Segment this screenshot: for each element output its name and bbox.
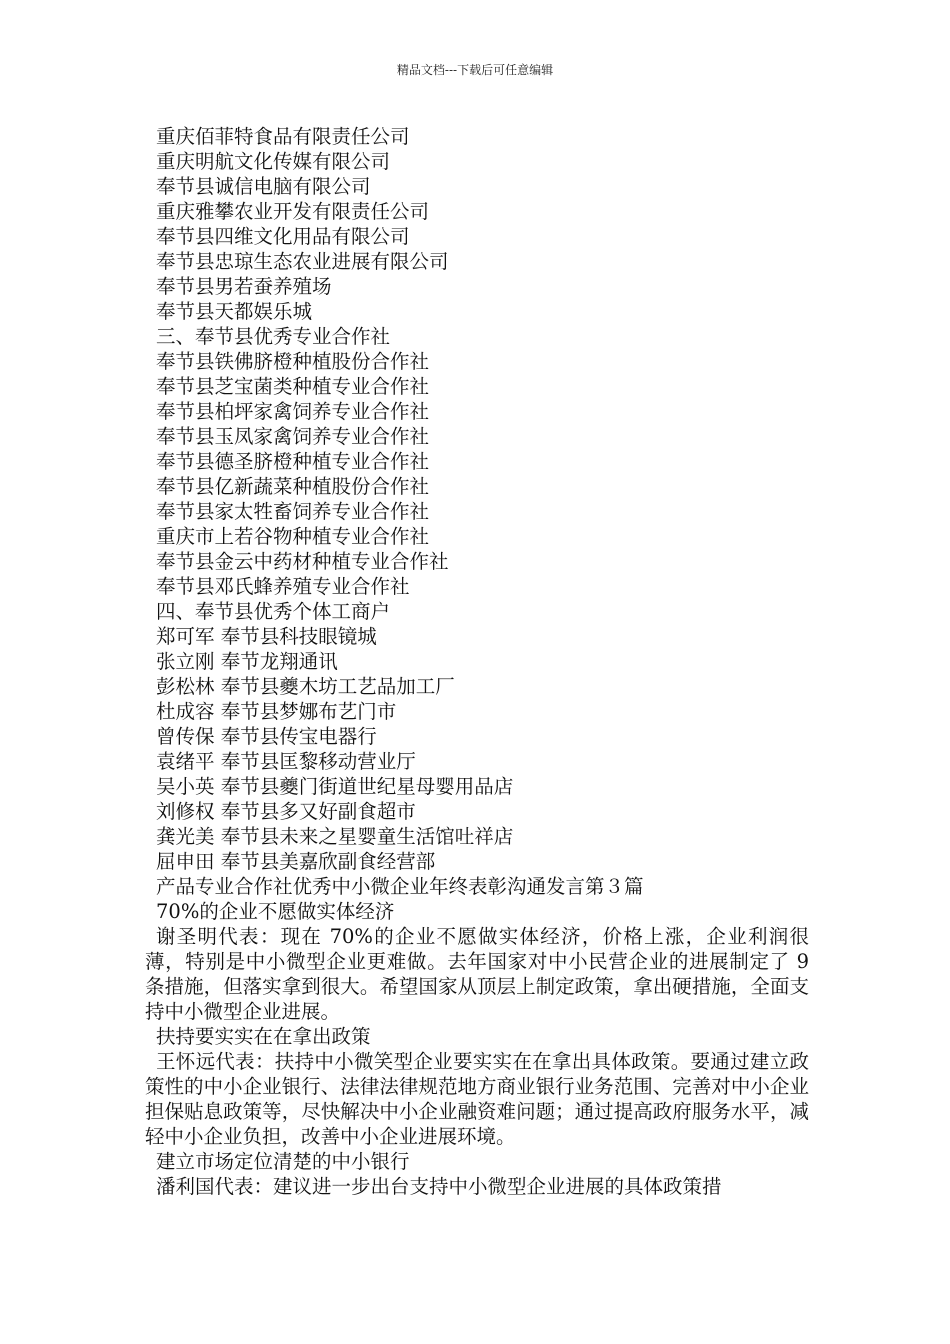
page-header: 精品文档---下载后可任意编辑 (396, 63, 554, 77)
company-line: 重庆佰菲特食品有限责任公司 (156, 125, 410, 148)
company-line: 奉节县四维文化用品有限公司 (156, 225, 410, 248)
cooperative-line: 奉节县芝宝菌类种植专业合作社 (156, 375, 430, 398)
business-line: 张立刚 奉节龙翔通讯 (156, 650, 338, 673)
company-line: 奉节县男若蚕养殖场 (156, 275, 332, 298)
cooperative-line: 奉节县家太牲畜饲养专业合作社 (156, 500, 430, 523)
company-line: 奉节县诚信电脑有限公司 (156, 175, 371, 198)
business-line: 彭松林 奉节县夔木坊工艺品加工厂 (156, 675, 455, 698)
business-line: 龚光美 奉节县未来之星婴童生活馆吐祥店 (156, 825, 514, 848)
cooperative-line: 奉节县玉凤家禽饲养专业合作社 (156, 425, 430, 448)
business-line: 刘修权 奉节县多又好副食超市 (156, 800, 416, 823)
business-line: 袁绪平 奉节县匡黎移动营业厅 (156, 750, 416, 773)
cooperative-line: 奉节县金云中药材种植专业合作社 (156, 550, 449, 573)
document-body (145, 124, 809, 1199)
cooperative-line: 重庆市上若谷物种植专业合作社 (156, 525, 430, 548)
company-line: 重庆雅攀农业开发有限责任公司 (156, 200, 430, 223)
company-line: 奉节县忠琼生态农业进展有限公司 (156, 250, 449, 273)
paragraph: 谢圣明代表：现在 70%的企业不愿做实体经济，价格上涨，企业利润很薄，特别是中小微型企业更难做。去年国家对中小民营企业的进展制定了 9 条措施，但落实拿到很大。希望国家从顶层上制定政策，拿出硬措施，全面支持中小微型企业进展。 (145, 925, 809, 1023)
paragraph: 潘利国代表：建议进一步出台支持中小微型企业进展的具体政策措 (156, 1175, 722, 1198)
cooperative-line: 奉节县德圣脐橙种植专业合作社 (156, 450, 430, 473)
subheading: 建立市场定位清楚的中小银行 (156, 1150, 410, 1173)
subheading: 70%的企业不愿做实体经济 (156, 900, 395, 923)
cooperative-line: 奉节县铁佛脐橙种植股份合作社 (156, 350, 430, 373)
business-line: 吴小英 奉节县夔门街道世纪星母婴用品店 (156, 775, 514, 798)
article-title: 产品专业合作社优秀中小微企业年终表彰沟通发言第３篇 (156, 875, 644, 898)
company-line: 奉节县天都娱乐城 (156, 300, 313, 323)
business-line: 屈申田 奉节县美嘉欣副食经营部 (156, 850, 436, 873)
business-line: 郑可军 奉节县科技眼镜城 (156, 625, 377, 648)
cooperative-line: 奉节县亿新蔬菜种植股份合作社 (156, 475, 430, 498)
business-line: 杜成容 奉节县梦娜布艺门市 (156, 700, 397, 723)
subheading: 扶持要实实在在拿出政策 (156, 1025, 371, 1048)
cooperative-line: 奉节县柏坪家禽饲养专业合作社 (156, 400, 430, 423)
section-heading: 三、奉节县优秀专业合作社 (156, 325, 391, 348)
paragraph: 王怀远代表：扶持中小微笑型企业要实实在在拿出具体政策。要通过建立政策性的中小企业银行、法律法律规范地方商业银行业务范围、完善对中小企业担保贴息政策等，尽快解决中小企业融资难问题；通过提高政府服务水平，减轻中小企业负担，改善中小企业进展环境。 (145, 1050, 809, 1148)
business-line: 曾传保 奉节县传宝电器行 (156, 725, 377, 748)
cooperative-line: 奉节县邓氏蜂养殖专业合作社 (156, 575, 410, 598)
company-line: 重庆明航文化传媒有限公司 (156, 150, 391, 173)
section-heading: 四、奉节县优秀个体工商户 (156, 600, 391, 623)
